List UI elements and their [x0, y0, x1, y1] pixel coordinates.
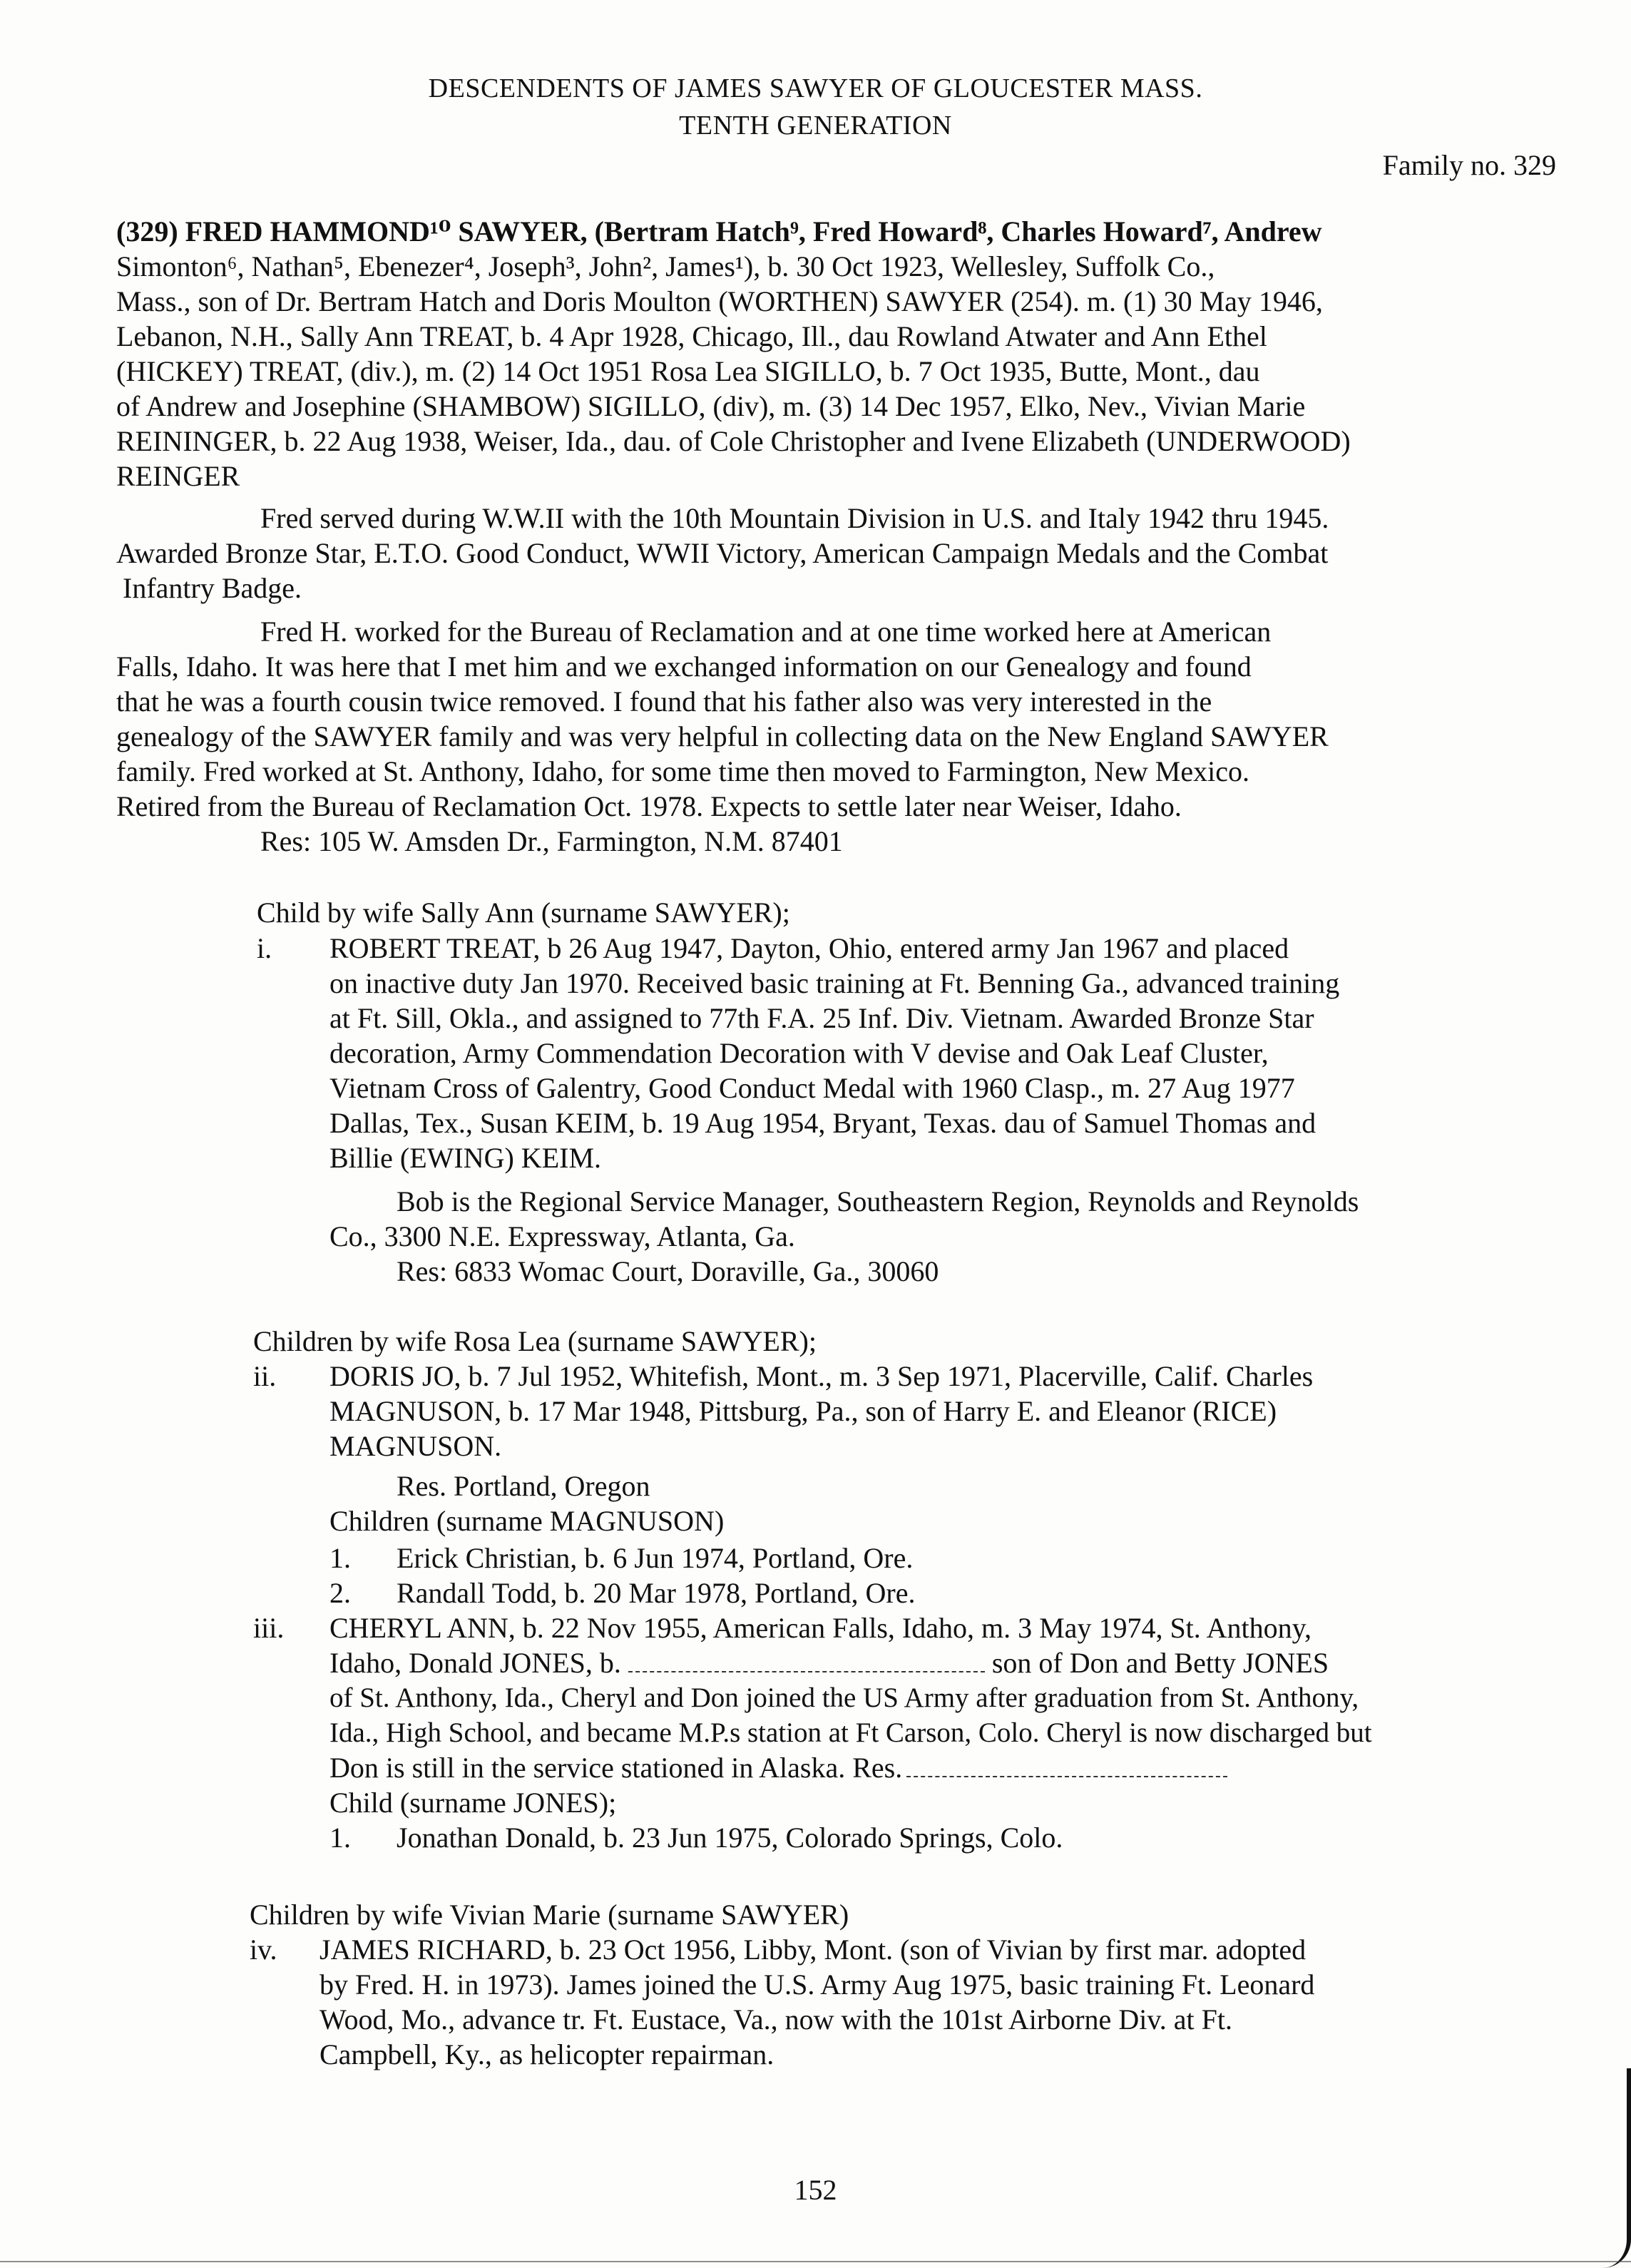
child-line: MAGNUSON. [329, 1430, 502, 1462]
child-line: Dallas, Tex., Susan KEIM, b. 19 Aug 1954, Bryant, Texas. dau of Samuel Thomas and [329, 1107, 1316, 1139]
child-line-part: Idaho, Donald JONES, b. [329, 1647, 621, 1679]
child-line: on inactive duty Jan 1970. Received basic training at Ft. Benning Ga., advanced training [329, 967, 1340, 999]
main-entry-line: (329) FRED HAMMOND¹⁰ SAWYER, (Bertram Hatch⁹, Fred Howard⁸, Charles Howard⁷, Andrew [116, 215, 1322, 247]
scan-edge-mark [1584, 2068, 1631, 2268]
grandchild-number: 1. [329, 1822, 351, 1854]
child-line: Ida., High School, and became M.P.s station at Ft Carson, Colo. Cheryl is now discharged but [329, 1717, 1372, 1748]
child-line: at Ft. Sill, Okla., and assigned to 77th F.A. 25 Inf. Div. Vietnam. Awarded Bronze Star [329, 1002, 1314, 1034]
child-line [329, 1645, 1329, 1680]
residence: Res: 105 W. Amsden Dr., Farmington, N.M. 87401 [260, 825, 843, 857]
scan-bottom-line [0, 2261, 1631, 2262]
main-entry-line: (HICKEY) TREAT, (div.), m. (2) 14 Oct 1951 Rosa Lea SIGILLO, b. 7 Oct 1935, Butte, Mont., dau [116, 355, 1260, 387]
grandchild-text: Jonathan Donald, b. 23 Jun 1975, Colorado Springs, Colo. [397, 1822, 1063, 1854]
child-line: Co., 3300 N.E. Expressway, Atlanta, Ga. [329, 1220, 795, 1252]
work-line: genealogy of the SAWYER family and was very helpful in collecting data on the New England SAWYER [116, 720, 1329, 752]
child-line: DORIS JO, b. 7 Jul 1952, Whitefish, Mont., m. 3 Sep 1971, Placerville, Calif. Charles [329, 1360, 1314, 1392]
work-line: Retired from the Bureau of Reclamation Oct. 1978. Expects to settle later near Weiser, Idaho. [116, 790, 1182, 822]
main-entry-line: REININGER, b. 22 Aug 1938, Weiser, Ida., dau. of Cole Christopher and Ivene Elizabeth (UNDERWOOD) [116, 425, 1351, 457]
child-line-part: Don is still in the service stationed in Alaska. Res. [329, 1752, 903, 1784]
grandchildren-heading: Child (surname JONES); [329, 1787, 617, 1819]
grandchild-text: Erick Christian, b. 6 Jun 1974, Portland, Ore. [397, 1542, 914, 1574]
child-line: Bob is the Regional Service Manager, Southeastern Region, Reynolds and Reynolds [397, 1185, 1359, 1217]
child-line: JAMES RICHARD, b. 23 Oct 1956, Libby, Mont. (son of Vivian by first mar. adopted [319, 1934, 1307, 1966]
child-line: Wood, Mo., advance tr. Ft. Eustace, Va., now with the 101st Airborne Div. at Ft. [319, 2003, 1232, 2035]
child-line: ROBERT TREAT, b 26 Aug 1947, Dayton, Ohio, entered army Jan 1967 and placed [329, 932, 1289, 964]
children-heading: Children by wife Rosa Lea (surname SAWYER); [253, 1325, 817, 1357]
main-entry [116, 214, 1596, 494]
grandchild-number: 2. [329, 1577, 351, 1609]
work-line: family. Fred worked at St. Anthony, Idaho, for some time then moved to Farmington, New Mexico. [116, 755, 1249, 787]
page-title: DESCENDENTS OF JAMES SAWYER OF GLOUCESTER MASS. [428, 73, 1203, 103]
child-line: Campbell, Ky., as helicopter repairman. [319, 2038, 774, 2070]
child-line [329, 1750, 1227, 1785]
child-line: CHERYL ANN, b. 22 Nov 1955, American Falls, Idaho, m. 3 May 1974, St. Anthony, [329, 1612, 1312, 1644]
child-line: Billie (EWING) KEIM. [329, 1142, 602, 1174]
service-line: Fred served during W.W.II with the 10th Mountain Division in U.S. and Italy 1942 thru 1945. [260, 502, 1329, 534]
children-heading: Child by wife Sally Ann (surname SAWYER); [257, 897, 790, 929]
work-line: Falls, Idaho. It was here that I met him and we exchanged information on our Genealogy and found [116, 650, 1252, 683]
child-line-part: son of Don and Betty JONES [991, 1647, 1329, 1679]
child-residence: Res: 6833 Womac Court, Doraville, Ga., 30060 [397, 1255, 939, 1287]
work-line: that he was a fourth cousin twice removed. I found that his father also was very interested in the [116, 685, 1212, 717]
family-number: Family no. 329 [1382, 149, 1556, 181]
child-residence: Res. Portland, Oregon [397, 1470, 650, 1502]
child-numeral: ii. [253, 1360, 277, 1392]
work-line: Fred H. worked for the Bureau of Reclamation and at one time worked here at American [260, 615, 1272, 648]
page-subtitle: TENTH GENERATION [679, 111, 952, 141]
children-heading: Children by wife Vivian Marie (surname SAWYER) [250, 1899, 849, 1931]
main-entry-line: of Andrew and Josephine (SHAMBOW) SIGILLO, (div), m. (3) 14 Dec 1957, Elko, Nev., Vivian Marie [116, 390, 1306, 422]
child-line: decoration, Army Commendation Decoration with V devise and Oak Leaf Cluster, [329, 1037, 1269, 1069]
service-line: Awarded Bronze Star, E.T.O. Good Conduct, WWII Victory, American Campaign Medals and the Combat [116, 537, 1329, 569]
main-entry-line: Mass., son of Dr. Bertram Hatch and Doris Moulton (WORTHEN) SAWYER (254). m. (1) 30 May 1946, [116, 285, 1323, 317]
child-line: of St. Anthony, Ida., Cheryl and Don joined the US Army after graduation from St. Anthony, [329, 1682, 1359, 1713]
grandchild-number: 1. [329, 1542, 351, 1574]
grandchildren-heading: Children (surname MAGNUSON) [329, 1505, 725, 1537]
grandchild-text: Randall Todd, b. 20 Mar 1978, Portland, Ore. [397, 1577, 916, 1609]
child-line: by Fred. H. in 1973). James joined the U.S. Army Aug 1975, basic training Ft. Leonard [319, 1968, 1315, 2001]
main-entry-line: REINGER [116, 460, 240, 492]
child-line: Vietnam Cross of Galentry, Good Conduct Medal with 1960 Clasp., m. 27 Aug 1977 [329, 1072, 1295, 1104]
blank-field [906, 1754, 1227, 1777]
child-numeral: iv. [250, 1934, 277, 1966]
main-entry-line: Simonton⁶, Nathan⁵, Ebenezer⁴, Joseph³, John², James¹), b. 30 Oct 1923, Wellesley, Suffolk Co., [116, 250, 1215, 282]
main-entry-line: Lebanon, N.H., Sally Ann TREAT, b. 4 Apr 1928, Chicago, Ill., dau Rowland Atwater and Ann Ethel [116, 320, 1267, 352]
service-line: Infantry Badge. [123, 572, 302, 604]
blank-field [628, 1650, 985, 1672]
child-line: MAGNUSON, b. 17 Mar 1948, Pittsburg, Pa., son of Harry E. and Eleanor (RICE) [329, 1395, 1277, 1427]
child-numeral: iii. [253, 1612, 285, 1644]
page-number: 152 [794, 2174, 837, 2206]
child-numeral: i. [257, 932, 272, 964]
